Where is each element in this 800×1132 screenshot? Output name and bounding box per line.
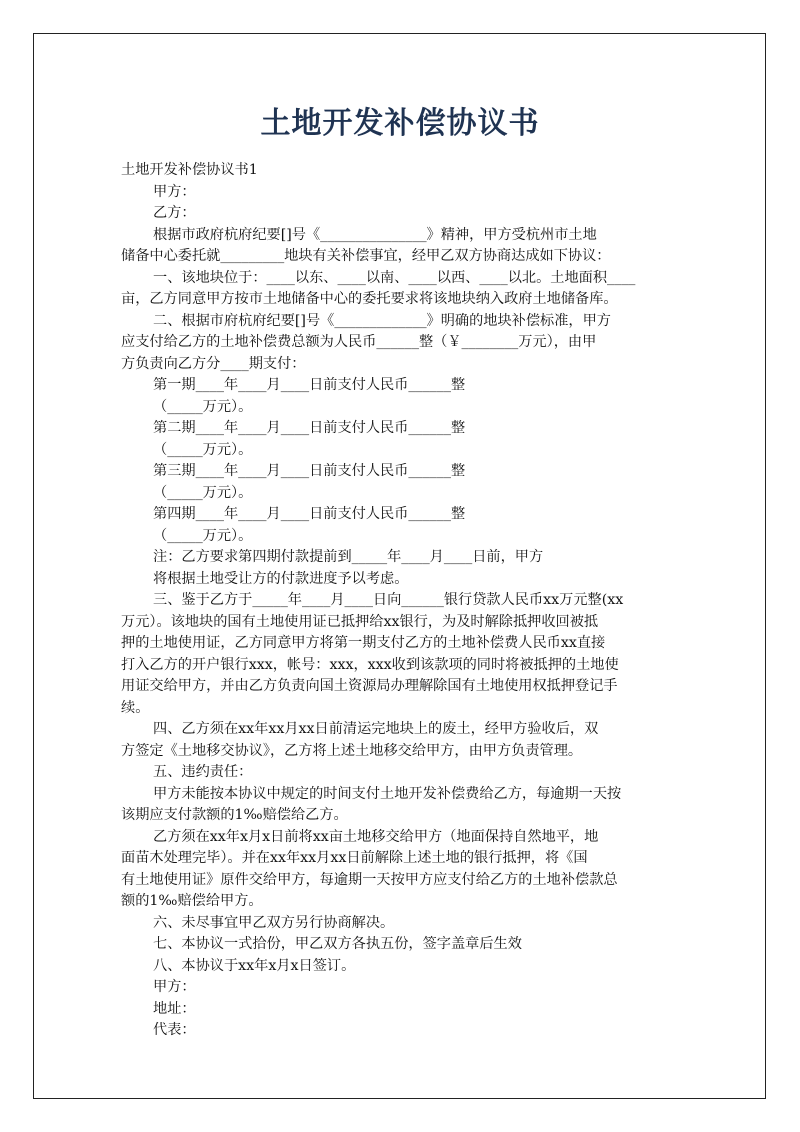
document-title: 土地开发补偿协议书 — [260, 106, 540, 141]
clause-5-line: 有土地使用证》原件交给甲方，每逾期一天按甲方应支付给乙方的土地补偿款总 — [121, 871, 618, 888]
clause-4-line: 四、乙方须在xx年xx月xx日前清运完地块上的废土，经甲方验收后，双 — [153, 721, 599, 737]
payment-period-line: 第四期____年____月____日前支付人民币______整 — [153, 506, 466, 522]
clause-5-line: 面苗木处理完毕）。并在xx年xx月xx日前解除上述土地的银行抵押，将《国 — [121, 850, 588, 866]
signature-party-a: 甲方： — [153, 979, 196, 995]
signature-address: 地址： — [153, 1000, 196, 1017]
note-line: 注：乙方要求第四期付款提前到_____年____月____日前，甲方 — [153, 549, 544, 565]
clause-1-line: 亩，乙方同意甲方按市土地储备中心的委托要求将该地块纳入政府土地储备库。 — [121, 291, 618, 307]
party-b-label: 乙方： — [153, 205, 196, 221]
payment-amount-line: （_____万元）。 — [153, 441, 253, 458]
clause-1-line: 一、该地块位于：____以东、____以南、____以西、____以北。土地面积____ — [153, 269, 636, 286]
payment-amount-line: （_____万元）。 — [153, 484, 253, 501]
clause-2-line: 应支付给乙方的土地补偿费总额为人民币______整（￥________万元），由甲 — [121, 334, 597, 350]
clause-5-line: 该期应支付款额的1‰赔偿给乙方。 — [121, 807, 348, 823]
clause-3-line: 万元）。该地块的国有土地使用证已抵押给xx银行，为及时解除抵押收回被抵 — [121, 613, 599, 630]
payment-period-line: 第一期____年____月____日前支付人民币______整 — [153, 377, 466, 393]
signature-representative: 代表： — [153, 1022, 196, 1038]
clause-2-line: 二、根据市府杭府纪要[]号《_____________》明确的地块补偿标准，甲方 — [153, 312, 611, 329]
payment-period-line: 第二期____年____月____日前支付人民币______整 — [153, 420, 466, 436]
clause-5-line: 额的1‰赔偿给甲方。 — [121, 893, 263, 909]
clause-8-line: 八、本协议于xx年x月x日签订。 — [153, 957, 356, 974]
payment-period-line: 第三期____年____月____日前支付人民币______整 — [153, 463, 466, 479]
clause-3-line: 续。 — [121, 699, 150, 716]
clause-2-line: 方负责向乙方分____期支付： — [121, 355, 306, 372]
document-body — [121, 160, 685, 1042]
paragraph-line: 根据市政府杭府纪要[]号《_______________》精神，甲方受杭州市土地 — [153, 226, 597, 243]
note-line: 将根据土地受让方的付款进度予以考虑。 — [153, 570, 409, 587]
payment-amount-line: （_____万元）。 — [153, 398, 253, 415]
clause-3-line: 三、鉴于乙方于_____年____月____日向______银行贷款人民币xx万元整(xx — [153, 592, 624, 608]
clause-4-line: 方签定《土地移交协议》，乙方将上述土地移交给甲方，由甲方负责管理。 — [121, 742, 583, 759]
clause-6-line: 六、未尽事宜甲乙双方另行协商解决。 — [153, 914, 395, 931]
party-a-label: 甲方： — [153, 183, 196, 200]
paragraph-line: 储备中心委托就_________地块有关补偿事宜，经甲乙双方协商达成如下协议： — [121, 248, 611, 264]
clause-5-heading: 五、违约责任： — [153, 764, 253, 780]
clause-5-line: 乙方须在xx年x月x日前将xx亩土地移交给甲方（地面保持自然地平，地 — [153, 828, 599, 845]
payment-amount-line: （_____万元）。 — [153, 527, 253, 544]
clause-3-line: 用证交给甲方，并由乙方负责向国土资源局办理解除国有土地使用权抵押登记手 — [121, 678, 618, 694]
clause-3-line: 押的土地使用证，乙方同意甲方将第一期支付乙方的土地补偿费人民币xx直接 — [121, 635, 606, 651]
subtitle-line: 土地开发补偿协议书1 — [121, 162, 258, 178]
clause-7-line: 七、本协议一式拾份，甲乙双方各执五份，签字盖章后生效 — [153, 936, 522, 952]
clause-5-line: 甲方未能按本协议中规定的时间支付土地开发补偿费给乙方，每逾期一天按 — [153, 785, 622, 802]
clause-3-line: 打入乙方的开户银行xxx，帐号：xxx，xxx收到该款项的同时将被抵押的土地使 — [121, 656, 619, 673]
